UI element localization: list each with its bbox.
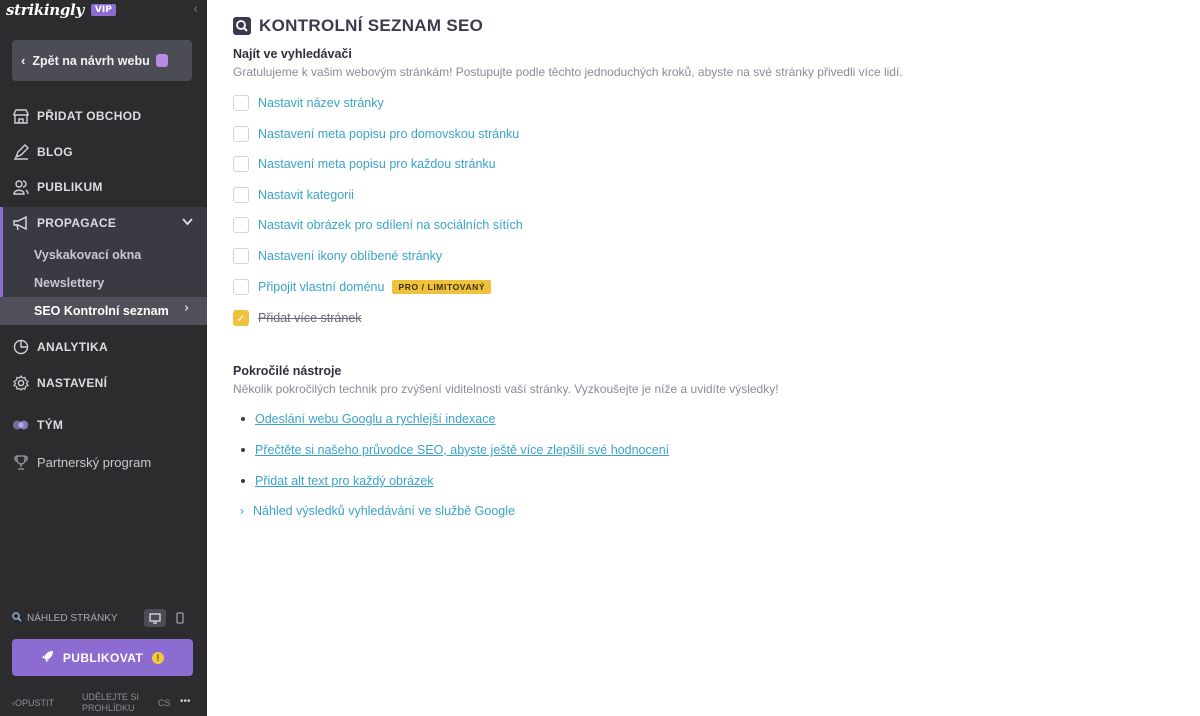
nav-audience[interactable]	[0, 170, 207, 204]
trophy-icon	[12, 453, 30, 471]
people-icon	[12, 178, 30, 196]
rocket-icon	[41, 650, 54, 666]
advanced-section-description: Několik pokročilých technik pro zvýšení viditelnosti vaší stránky. Vyzkoušejte je níže a uvidíte výsledky!	[233, 382, 779, 396]
team-icon	[12, 416, 30, 434]
search-section-description: Gratulujeme k vašim webovým stránkám! Postupujte podle těchto jednoduchých kroků, abyste na své stránky přivedli více lidí.	[233, 65, 903, 79]
nav-promotion[interactable]	[0, 206, 207, 240]
chevron-left-icon: ‹	[21, 53, 26, 68]
nav-blog[interactable]	[0, 135, 207, 169]
publish-label: PUBLIKOVAT	[62, 650, 144, 665]
sub-item-popups[interactable]: Vyskakovací okna	[34, 248, 142, 262]
seo-guide-link[interactable]: Přečtěte si našeho průvodce SEO, abyste ještě více zlepšili své hodnocení	[255, 443, 670, 457]
pie-chart-icon	[12, 338, 30, 356]
bullet-icon	[241, 417, 245, 421]
store-icon	[12, 107, 30, 125]
list-item	[241, 474, 434, 488]
vip-badge: VIP	[91, 4, 116, 16]
checklist-item[interactable]	[233, 94, 384, 112]
mobile-preview-icon[interactable]	[169, 609, 191, 627]
nav-label: TÝM	[37, 418, 64, 432]
exit-label: OPUSTIT	[15, 698, 55, 708]
checklist-item[interactable]	[233, 155, 496, 173]
nav-label: ANALYTIKA	[37, 340, 108, 354]
editor-emoji-icon	[156, 54, 168, 67]
checkbox[interactable]	[233, 156, 249, 172]
collapse-sidebar-icon[interactable]: ‹	[193, 2, 199, 17]
google-submit-link[interactable]: Odeslání webu Googlu a rychlejší indexace	[255, 412, 496, 426]
checklist-label[interactable]: Nastavit kategorii	[258, 188, 354, 202]
more-icon[interactable]: •••	[180, 696, 191, 707]
chevron-down-icon[interactable]	[182, 215, 193, 229]
checklist-item[interactable]	[233, 186, 354, 204]
language-selector[interactable]: CS	[158, 698, 171, 708]
checklist-label[interactable]: Nastavení meta popisu pro domovskou stránku	[258, 127, 520, 141]
chevron-right-icon: ›	[184, 301, 190, 316]
bullet-icon	[241, 479, 245, 483]
megaphone-icon	[12, 214, 30, 232]
gear-icon	[12, 374, 30, 392]
take-tour-link[interactable]: UDĚLEJTE SI PROHLÍDKU	[82, 692, 140, 713]
google-preview-toggle[interactable]	[240, 504, 515, 518]
publish-button[interactable]	[12, 639, 193, 676]
checklist-label[interactable]: Nastavit název stránky	[258, 96, 384, 110]
strikingly-logo[interactable]: strikingly	[6, 1, 84, 19]
main-content	[207, 0, 1200, 716]
logo-row	[6, 0, 116, 20]
checklist-item-completed[interactable]	[233, 309, 362, 327]
nav-analytics[interactable]	[0, 330, 207, 364]
nav-label: PUBLIKUM	[37, 180, 103, 194]
pro-limited-badge: PRO / LIMITOVANÝ	[392, 280, 491, 294]
search-section-heading: Najít ve vyhledávači	[233, 47, 352, 61]
exit-link[interactable]: ‹ OPUSTIT	[12, 698, 55, 708]
back-button-label: Zpět na návrh webu	[32, 53, 150, 68]
checklist-item[interactable]	[233, 278, 491, 296]
bullet-icon	[241, 448, 245, 452]
checkmark-icon[interactable]: ✓	[233, 310, 249, 326]
nav-label: PROPAGACE	[37, 216, 117, 230]
checklist-label[interactable]: Nastavení ikony oblíbené stránky	[258, 249, 443, 263]
nav-label: BLOG	[37, 145, 73, 159]
nav-label: NASTAVENÍ	[37, 376, 108, 390]
checkbox[interactable]	[233, 187, 249, 203]
nav-settings[interactable]	[0, 366, 207, 400]
checklist-label[interactable]: Přidat více stránek	[258, 311, 362, 325]
nav-partner-program[interactable]	[0, 445, 207, 479]
expand-label: Náhled výsledků vyhledávání ve službě Google	[253, 504, 515, 518]
checkbox[interactable]	[233, 126, 249, 142]
nav-team[interactable]	[0, 408, 207, 442]
nav-label: Partnerský program	[37, 454, 152, 470]
sub-item-seo-checklist[interactable]	[0, 297, 207, 325]
alt-text-link[interactable]: Přidat alt text pro každý obrázek	[255, 474, 434, 488]
advanced-section-heading: Pokročilé nástroje	[233, 364, 342, 378]
sidebar-footer	[12, 692, 202, 714]
desktop-preview-icon[interactable]	[144, 609, 166, 627]
nav-add-store[interactable]	[0, 99, 207, 133]
chevron-right-icon: ›	[240, 504, 244, 518]
sub-item-label: SEO Kontrolní seznam	[34, 304, 169, 318]
sidebar	[0, 0, 207, 716]
checklist-label[interactable]: Nastavit obrázek pro sdílení na sociálních sítích	[258, 218, 523, 232]
warning-icon: !	[152, 652, 164, 664]
seo-search-icon	[233, 17, 251, 35]
sub-item-newsletters[interactable]: Newslettery	[34, 276, 105, 290]
page-header	[233, 16, 483, 36]
page-title: KONTROLNÍ SEZNAM SEO	[259, 16, 484, 35]
checklist-label[interactable]: Připojit vlastní doménu	[258, 280, 385, 294]
search-icon	[12, 612, 22, 625]
checkbox[interactable]	[233, 248, 249, 264]
checkbox[interactable]	[233, 217, 249, 233]
checklist-item[interactable]	[233, 216, 523, 234]
back-to-editor-button[interactable]	[12, 40, 192, 81]
checklist-item[interactable]	[233, 247, 442, 265]
checklist-item[interactable]	[233, 125, 519, 143]
list-item	[241, 412, 495, 426]
list-item	[241, 443, 669, 457]
checkbox[interactable]	[233, 279, 249, 295]
checkbox[interactable]	[233, 95, 249, 111]
pen-icon	[12, 143, 30, 161]
nav-label: PŘIDAT OBCHOD	[37, 109, 142, 123]
site-preview-row	[12, 608, 192, 628]
checklist-label[interactable]: Nastavení meta popisu pro každou stránku	[258, 157, 496, 171]
preview-label[interactable]: NÁHLED STRÁNKY	[27, 612, 118, 624]
